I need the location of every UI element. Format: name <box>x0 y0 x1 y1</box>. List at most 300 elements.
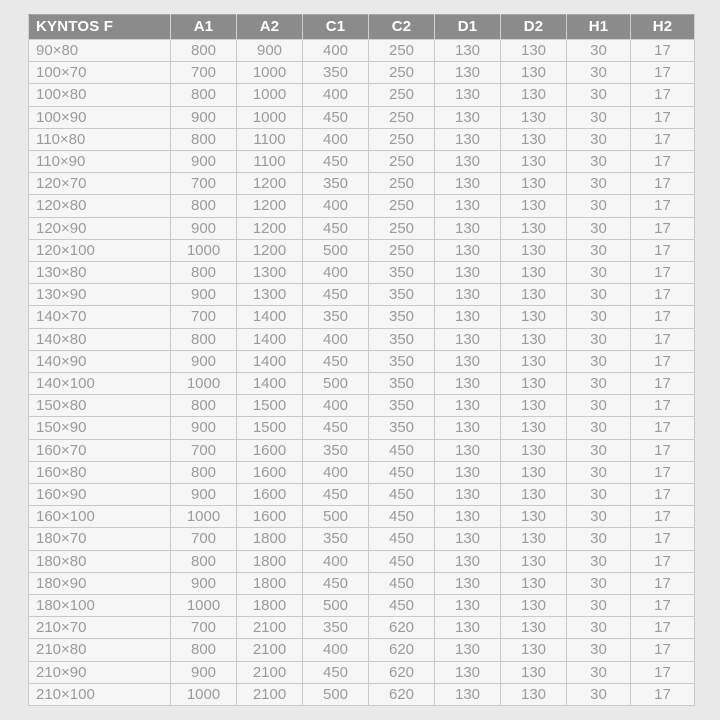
value-cell: 250 <box>369 128 435 150</box>
value-cell: 17 <box>631 506 695 528</box>
value-cell: 400 <box>303 40 369 62</box>
value-cell: 130 <box>435 617 501 639</box>
value-cell: 1800 <box>237 595 303 617</box>
value-cell: 500 <box>303 239 369 261</box>
value-cell: 30 <box>567 461 631 483</box>
value-cell: 30 <box>567 84 631 106</box>
value-cell: 130 <box>435 62 501 84</box>
value-cell: 130 <box>435 506 501 528</box>
value-cell: 1000 <box>171 683 237 705</box>
value-cell: 1200 <box>237 195 303 217</box>
value-cell: 17 <box>631 572 695 594</box>
size-cell: 140×80 <box>29 328 171 350</box>
value-cell: 130 <box>501 661 567 683</box>
value-cell: 800 <box>171 328 237 350</box>
value-cell: 400 <box>303 550 369 572</box>
value-cell: 1100 <box>237 151 303 173</box>
value-cell: 30 <box>567 417 631 439</box>
value-cell: 17 <box>631 639 695 661</box>
value-cell: 450 <box>303 661 369 683</box>
value-cell: 130 <box>435 84 501 106</box>
spec-table-container <box>28 14 694 706</box>
table-row <box>29 639 695 661</box>
size-cell: 180×80 <box>29 550 171 572</box>
value-cell: 130 <box>501 328 567 350</box>
value-cell: 17 <box>631 617 695 639</box>
kyntos-f-spec-table <box>28 14 695 706</box>
value-cell: 1200 <box>237 217 303 239</box>
value-cell: 130 <box>435 284 501 306</box>
value-cell: 130 <box>501 284 567 306</box>
size-cell: 120×80 <box>29 195 171 217</box>
value-cell: 350 <box>303 617 369 639</box>
column-header-c2: C2 <box>369 15 435 40</box>
value-cell: 17 <box>631 217 695 239</box>
table-row <box>29 128 695 150</box>
table-row <box>29 595 695 617</box>
value-cell: 350 <box>369 350 435 372</box>
value-cell: 130 <box>501 572 567 594</box>
value-cell: 17 <box>631 550 695 572</box>
value-cell: 350 <box>369 306 435 328</box>
value-cell: 130 <box>501 417 567 439</box>
value-cell: 17 <box>631 262 695 284</box>
column-header-c1: C1 <box>303 15 369 40</box>
value-cell: 30 <box>567 572 631 594</box>
size-cell: 180×90 <box>29 572 171 594</box>
value-cell: 700 <box>171 528 237 550</box>
value-cell: 1000 <box>171 239 237 261</box>
value-cell: 1000 <box>237 62 303 84</box>
table-row <box>29 84 695 106</box>
value-cell: 130 <box>501 262 567 284</box>
size-cell: 120×100 <box>29 239 171 261</box>
value-cell: 30 <box>567 306 631 328</box>
value-cell: 400 <box>303 84 369 106</box>
value-cell: 900 <box>171 217 237 239</box>
value-cell: 17 <box>631 84 695 106</box>
value-cell: 30 <box>567 217 631 239</box>
size-cell: 130×90 <box>29 284 171 306</box>
value-cell: 450 <box>303 350 369 372</box>
value-cell: 450 <box>369 506 435 528</box>
value-cell: 450 <box>303 572 369 594</box>
table-header-row <box>29 15 695 40</box>
size-cell: 180×100 <box>29 595 171 617</box>
table-row <box>29 528 695 550</box>
value-cell: 130 <box>501 173 567 195</box>
value-cell: 30 <box>567 239 631 261</box>
size-cell: 110×80 <box>29 128 171 150</box>
value-cell: 250 <box>369 217 435 239</box>
value-cell: 700 <box>171 439 237 461</box>
value-cell: 1800 <box>237 550 303 572</box>
value-cell: 620 <box>369 683 435 705</box>
value-cell: 800 <box>171 461 237 483</box>
value-cell: 450 <box>303 484 369 506</box>
size-cell: 210×90 <box>29 661 171 683</box>
size-cell: 140×90 <box>29 350 171 372</box>
value-cell: 1000 <box>171 595 237 617</box>
value-cell: 17 <box>631 528 695 550</box>
value-cell: 900 <box>171 417 237 439</box>
size-cell: 160×70 <box>29 439 171 461</box>
value-cell: 130 <box>501 528 567 550</box>
value-cell: 130 <box>435 639 501 661</box>
value-cell: 350 <box>369 262 435 284</box>
value-cell: 350 <box>369 284 435 306</box>
value-cell: 17 <box>631 128 695 150</box>
column-header-h2: H2 <box>631 15 695 40</box>
value-cell: 700 <box>171 617 237 639</box>
value-cell: 2100 <box>237 683 303 705</box>
value-cell: 450 <box>303 284 369 306</box>
column-header-a2: A2 <box>237 15 303 40</box>
table-row <box>29 683 695 705</box>
value-cell: 30 <box>567 195 631 217</box>
value-cell: 450 <box>369 528 435 550</box>
value-cell: 130 <box>435 461 501 483</box>
value-cell: 130 <box>501 617 567 639</box>
table-row <box>29 306 695 328</box>
value-cell: 250 <box>369 62 435 84</box>
value-cell: 1400 <box>237 306 303 328</box>
value-cell: 17 <box>631 328 695 350</box>
table-row <box>29 40 695 62</box>
size-cell: 140×100 <box>29 373 171 395</box>
value-cell: 30 <box>567 439 631 461</box>
value-cell: 2100 <box>237 639 303 661</box>
value-cell: 900 <box>171 284 237 306</box>
value-cell: 30 <box>567 395 631 417</box>
value-cell: 130 <box>435 328 501 350</box>
value-cell: 800 <box>171 40 237 62</box>
value-cell: 130 <box>435 595 501 617</box>
column-header-h1: H1 <box>567 15 631 40</box>
value-cell: 30 <box>567 484 631 506</box>
table-row <box>29 217 695 239</box>
value-cell: 130 <box>435 217 501 239</box>
value-cell: 1600 <box>237 484 303 506</box>
value-cell: 130 <box>501 350 567 372</box>
value-cell: 17 <box>631 484 695 506</box>
value-cell: 130 <box>435 550 501 572</box>
value-cell: 130 <box>435 173 501 195</box>
value-cell: 1200 <box>237 239 303 261</box>
value-cell: 250 <box>369 195 435 217</box>
value-cell: 130 <box>435 195 501 217</box>
size-cell: 160×80 <box>29 461 171 483</box>
value-cell: 130 <box>501 373 567 395</box>
value-cell: 17 <box>631 373 695 395</box>
table-row <box>29 506 695 528</box>
value-cell: 1400 <box>237 373 303 395</box>
value-cell: 17 <box>631 151 695 173</box>
value-cell: 30 <box>567 595 631 617</box>
table-row <box>29 106 695 128</box>
value-cell: 30 <box>567 40 631 62</box>
value-cell: 17 <box>631 661 695 683</box>
size-cell: 210×70 <box>29 617 171 639</box>
value-cell: 350 <box>369 328 435 350</box>
value-cell: 130 <box>501 506 567 528</box>
value-cell: 700 <box>171 62 237 84</box>
size-cell: 210×100 <box>29 683 171 705</box>
value-cell: 500 <box>303 595 369 617</box>
table-row <box>29 439 695 461</box>
value-cell: 1300 <box>237 262 303 284</box>
value-cell: 1200 <box>237 173 303 195</box>
value-cell: 130 <box>501 639 567 661</box>
size-cell: 90×80 <box>29 40 171 62</box>
value-cell: 17 <box>631 62 695 84</box>
value-cell: 17 <box>631 306 695 328</box>
value-cell: 2100 <box>237 661 303 683</box>
value-cell: 1000 <box>237 84 303 106</box>
value-cell: 900 <box>171 106 237 128</box>
table-row <box>29 461 695 483</box>
value-cell: 900 <box>171 151 237 173</box>
value-cell: 130 <box>435 572 501 594</box>
value-cell: 900 <box>171 572 237 594</box>
table-row <box>29 262 695 284</box>
table-row <box>29 373 695 395</box>
value-cell: 130 <box>435 262 501 284</box>
value-cell: 450 <box>369 439 435 461</box>
table-row <box>29 328 695 350</box>
value-cell: 450 <box>303 106 369 128</box>
value-cell: 130 <box>435 306 501 328</box>
value-cell: 130 <box>501 484 567 506</box>
value-cell: 30 <box>567 617 631 639</box>
value-cell: 450 <box>303 417 369 439</box>
value-cell: 1800 <box>237 528 303 550</box>
value-cell: 620 <box>369 639 435 661</box>
table-row <box>29 417 695 439</box>
value-cell: 17 <box>631 595 695 617</box>
value-cell: 17 <box>631 40 695 62</box>
value-cell: 1400 <box>237 328 303 350</box>
value-cell: 130 <box>435 350 501 372</box>
value-cell: 17 <box>631 461 695 483</box>
value-cell: 450 <box>369 595 435 617</box>
value-cell: 30 <box>567 639 631 661</box>
value-cell: 350 <box>369 417 435 439</box>
value-cell: 500 <box>303 683 369 705</box>
size-cell: 210×80 <box>29 639 171 661</box>
value-cell: 17 <box>631 439 695 461</box>
value-cell: 130 <box>435 484 501 506</box>
value-cell: 400 <box>303 262 369 284</box>
value-cell: 1000 <box>171 506 237 528</box>
value-cell: 1100 <box>237 128 303 150</box>
value-cell: 250 <box>369 106 435 128</box>
value-cell: 350 <box>303 439 369 461</box>
size-cell: 100×70 <box>29 62 171 84</box>
value-cell: 900 <box>237 40 303 62</box>
value-cell: 250 <box>369 239 435 261</box>
value-cell: 400 <box>303 328 369 350</box>
value-cell: 350 <box>369 395 435 417</box>
value-cell: 130 <box>501 550 567 572</box>
value-cell: 1600 <box>237 439 303 461</box>
value-cell: 250 <box>369 40 435 62</box>
column-header-a1: A1 <box>171 15 237 40</box>
table-row <box>29 617 695 639</box>
value-cell: 130 <box>435 417 501 439</box>
value-cell: 130 <box>435 106 501 128</box>
column-header-kyntos-f: KYNTOS F <box>29 15 171 40</box>
value-cell: 620 <box>369 661 435 683</box>
value-cell: 30 <box>567 328 631 350</box>
value-cell: 130 <box>501 683 567 705</box>
value-cell: 17 <box>631 683 695 705</box>
table-row <box>29 550 695 572</box>
table-row <box>29 284 695 306</box>
value-cell: 130 <box>501 439 567 461</box>
value-cell: 450 <box>369 484 435 506</box>
value-cell: 17 <box>631 173 695 195</box>
size-cell: 160×90 <box>29 484 171 506</box>
value-cell: 350 <box>303 306 369 328</box>
size-cell: 150×80 <box>29 395 171 417</box>
value-cell: 800 <box>171 195 237 217</box>
size-cell: 180×70 <box>29 528 171 550</box>
value-cell: 30 <box>567 661 631 683</box>
value-cell: 17 <box>631 395 695 417</box>
value-cell: 250 <box>369 151 435 173</box>
value-cell: 800 <box>171 550 237 572</box>
value-cell: 400 <box>303 395 369 417</box>
value-cell: 130 <box>435 661 501 683</box>
value-cell: 350 <box>303 528 369 550</box>
value-cell: 130 <box>501 106 567 128</box>
value-cell: 130 <box>501 84 567 106</box>
value-cell: 30 <box>567 350 631 372</box>
value-cell: 130 <box>435 40 501 62</box>
value-cell: 130 <box>501 595 567 617</box>
value-cell: 1800 <box>237 572 303 594</box>
table-row <box>29 62 695 84</box>
value-cell: 900 <box>171 661 237 683</box>
value-cell: 17 <box>631 350 695 372</box>
value-cell: 800 <box>171 84 237 106</box>
value-cell: 1600 <box>237 506 303 528</box>
value-cell: 30 <box>567 550 631 572</box>
value-cell: 130 <box>501 306 567 328</box>
value-cell: 400 <box>303 128 369 150</box>
value-cell: 130 <box>435 528 501 550</box>
size-cell: 120×70 <box>29 173 171 195</box>
value-cell: 800 <box>171 128 237 150</box>
value-cell: 450 <box>303 217 369 239</box>
value-cell: 130 <box>435 239 501 261</box>
size-cell: 160×100 <box>29 506 171 528</box>
value-cell: 700 <box>171 173 237 195</box>
value-cell: 350 <box>303 173 369 195</box>
value-cell: 130 <box>501 62 567 84</box>
table-row <box>29 484 695 506</box>
value-cell: 30 <box>567 128 631 150</box>
size-cell: 130×80 <box>29 262 171 284</box>
value-cell: 1500 <box>237 417 303 439</box>
size-cell: 100×80 <box>29 84 171 106</box>
value-cell: 620 <box>369 617 435 639</box>
size-cell: 120×90 <box>29 217 171 239</box>
value-cell: 250 <box>369 173 435 195</box>
value-cell: 1500 <box>237 395 303 417</box>
table-row <box>29 195 695 217</box>
size-cell: 110×90 <box>29 151 171 173</box>
table-row <box>29 151 695 173</box>
value-cell: 400 <box>303 195 369 217</box>
value-cell: 450 <box>303 151 369 173</box>
value-cell: 30 <box>567 106 631 128</box>
value-cell: 700 <box>171 306 237 328</box>
value-cell: 800 <box>171 639 237 661</box>
value-cell: 1000 <box>237 106 303 128</box>
value-cell: 350 <box>369 373 435 395</box>
size-cell: 150×90 <box>29 417 171 439</box>
value-cell: 800 <box>171 395 237 417</box>
value-cell: 500 <box>303 506 369 528</box>
value-cell: 450 <box>369 550 435 572</box>
value-cell: 450 <box>369 461 435 483</box>
table-body <box>29 40 695 706</box>
value-cell: 130 <box>501 461 567 483</box>
value-cell: 17 <box>631 195 695 217</box>
value-cell: 400 <box>303 639 369 661</box>
value-cell: 30 <box>567 62 631 84</box>
value-cell: 17 <box>631 417 695 439</box>
value-cell: 800 <box>171 262 237 284</box>
value-cell: 30 <box>567 506 631 528</box>
value-cell: 130 <box>501 128 567 150</box>
value-cell: 130 <box>501 195 567 217</box>
table-row <box>29 350 695 372</box>
value-cell: 2100 <box>237 617 303 639</box>
table-row <box>29 173 695 195</box>
column-header-d1: D1 <box>435 15 501 40</box>
value-cell: 30 <box>567 262 631 284</box>
value-cell: 30 <box>567 173 631 195</box>
table-row <box>29 661 695 683</box>
value-cell: 350 <box>303 62 369 84</box>
value-cell: 130 <box>435 373 501 395</box>
value-cell: 400 <box>303 461 369 483</box>
value-cell: 130 <box>435 151 501 173</box>
value-cell: 500 <box>303 373 369 395</box>
value-cell: 130 <box>501 40 567 62</box>
value-cell: 130 <box>501 217 567 239</box>
value-cell: 130 <box>501 395 567 417</box>
value-cell: 30 <box>567 683 631 705</box>
value-cell: 1000 <box>171 373 237 395</box>
value-cell: 30 <box>567 151 631 173</box>
table-row <box>29 572 695 594</box>
column-header-d2: D2 <box>501 15 567 40</box>
size-cell: 100×90 <box>29 106 171 128</box>
value-cell: 130 <box>435 439 501 461</box>
value-cell: 17 <box>631 106 695 128</box>
value-cell: 130 <box>435 395 501 417</box>
table-row <box>29 395 695 417</box>
value-cell: 130 <box>501 151 567 173</box>
value-cell: 130 <box>435 683 501 705</box>
value-cell: 900 <box>171 350 237 372</box>
size-cell: 140×70 <box>29 306 171 328</box>
value-cell: 30 <box>567 528 631 550</box>
